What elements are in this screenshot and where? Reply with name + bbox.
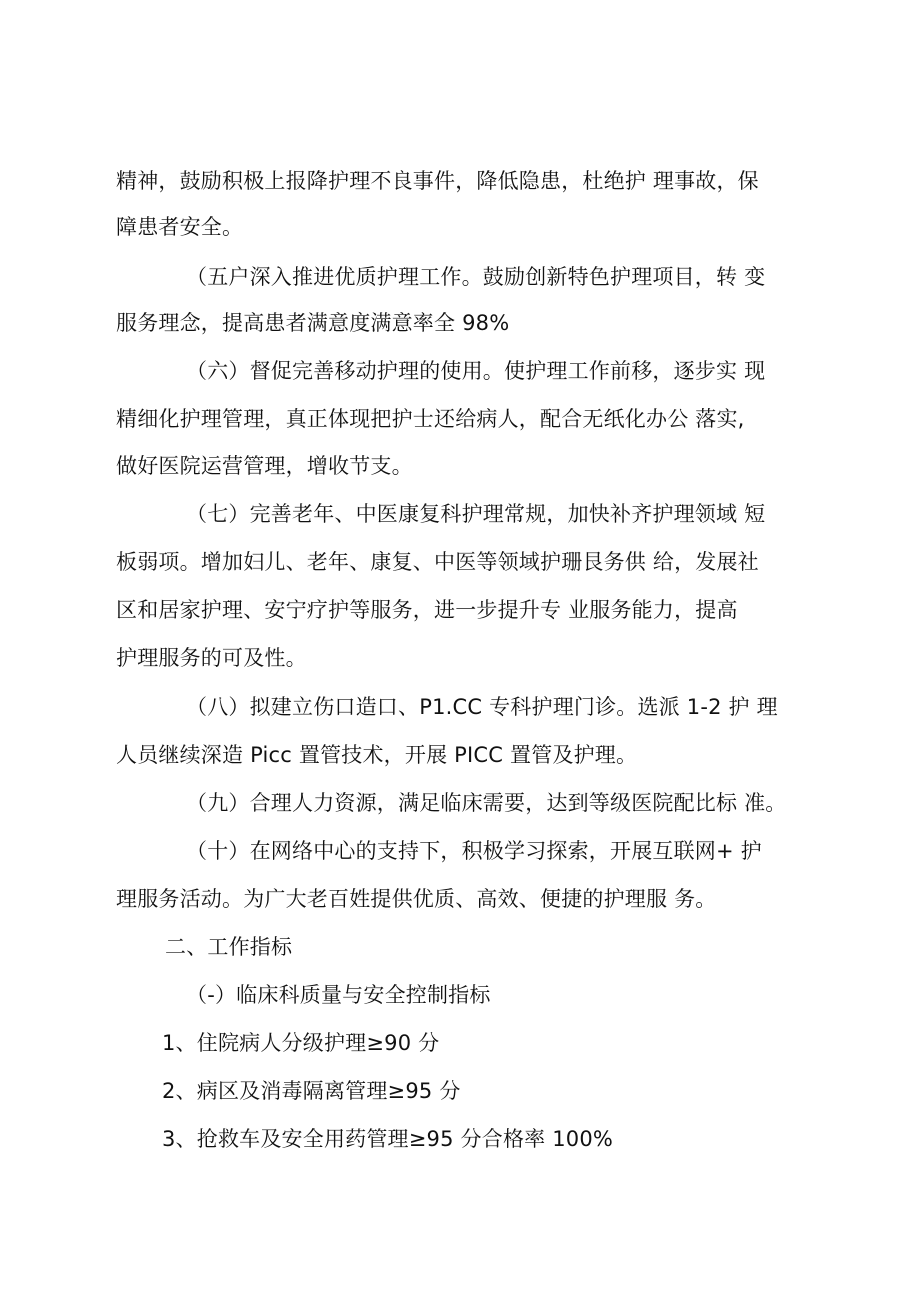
paragraph-7-line-1: （十）在网络中心的支持下，积极学习探索，开展互联网+ 护 xyxy=(186,839,762,863)
paragraph-7-line-2: 理服务活动。为广大老百姓提供优质、高效、便捷的护理服 务。 xyxy=(116,887,717,911)
paragraph-1-line-2: 障患者安全。 xyxy=(116,215,244,239)
paragraph-4-line-4: 护理服务的可及性。 xyxy=(116,646,307,670)
paragraph-4-line-3: 区和居家护理、安宁疗护等服务，进一步提升专 业服务能力，提高 xyxy=(116,598,738,622)
paragraph-3-line-1: （六）督促完善移动护理的使用。使护理工作前移，逐步实 现 xyxy=(186,359,766,383)
paragraph-2-line-1: （五户深入推进优质护理工作。鼓励创新特色护理项目，转 变 xyxy=(186,265,766,289)
paragraph-3-line-2: 精细化护理管理，真正体现把护士还给病人，配合无纸化办公 落实, xyxy=(116,407,745,431)
paragraph-4-line-2: 板弱项。增加妇儿、老年、康复、中医等领域护珊艮务供 给，发展社 xyxy=(116,550,759,574)
paragraph-1-line-1: 精神，鼓励积极上报降护理不良事件，降低隐患，杜绝护 理事故，保 xyxy=(116,169,759,193)
paragraph-3-line-3: 做好医院运营管理，增收节支。 xyxy=(116,454,413,478)
indicator-item-2: 2、病区及消毒隔离管理≥95 分 xyxy=(162,1079,461,1103)
paragraph-2-line-2: 服务理念，提高患者满意度满意率全 98% xyxy=(116,311,510,335)
paragraph-6-line-1: （九）合理人力资源，满足临床需要，达到等级医院配比标 准。 xyxy=(186,791,787,815)
indicator-item-3: 3、抢救车及安全用药管理≥95 分合格率 100% xyxy=(162,1127,614,1151)
paragraph-5-line-1: （八）拟建立伤口造口、P1.CC 专科护理门诊。选派 1-2 护 理 xyxy=(186,695,778,719)
paragraph-4-line-1: （七）完善老年、中医康复科护理常规，加快补齐护理领域 短 xyxy=(186,502,766,526)
paragraph-5-line-2: 人员继续深造 Picc 置管技术，开展 PICC 置管及护理。 xyxy=(116,743,638,767)
subsection-heading: （-）临床科质量与安全控制指标 xyxy=(186,983,491,1007)
indicator-item-1: 1、住院病人分级护理≥90 分 xyxy=(162,1031,440,1055)
section-heading: 二、工作指标 xyxy=(165,935,293,959)
